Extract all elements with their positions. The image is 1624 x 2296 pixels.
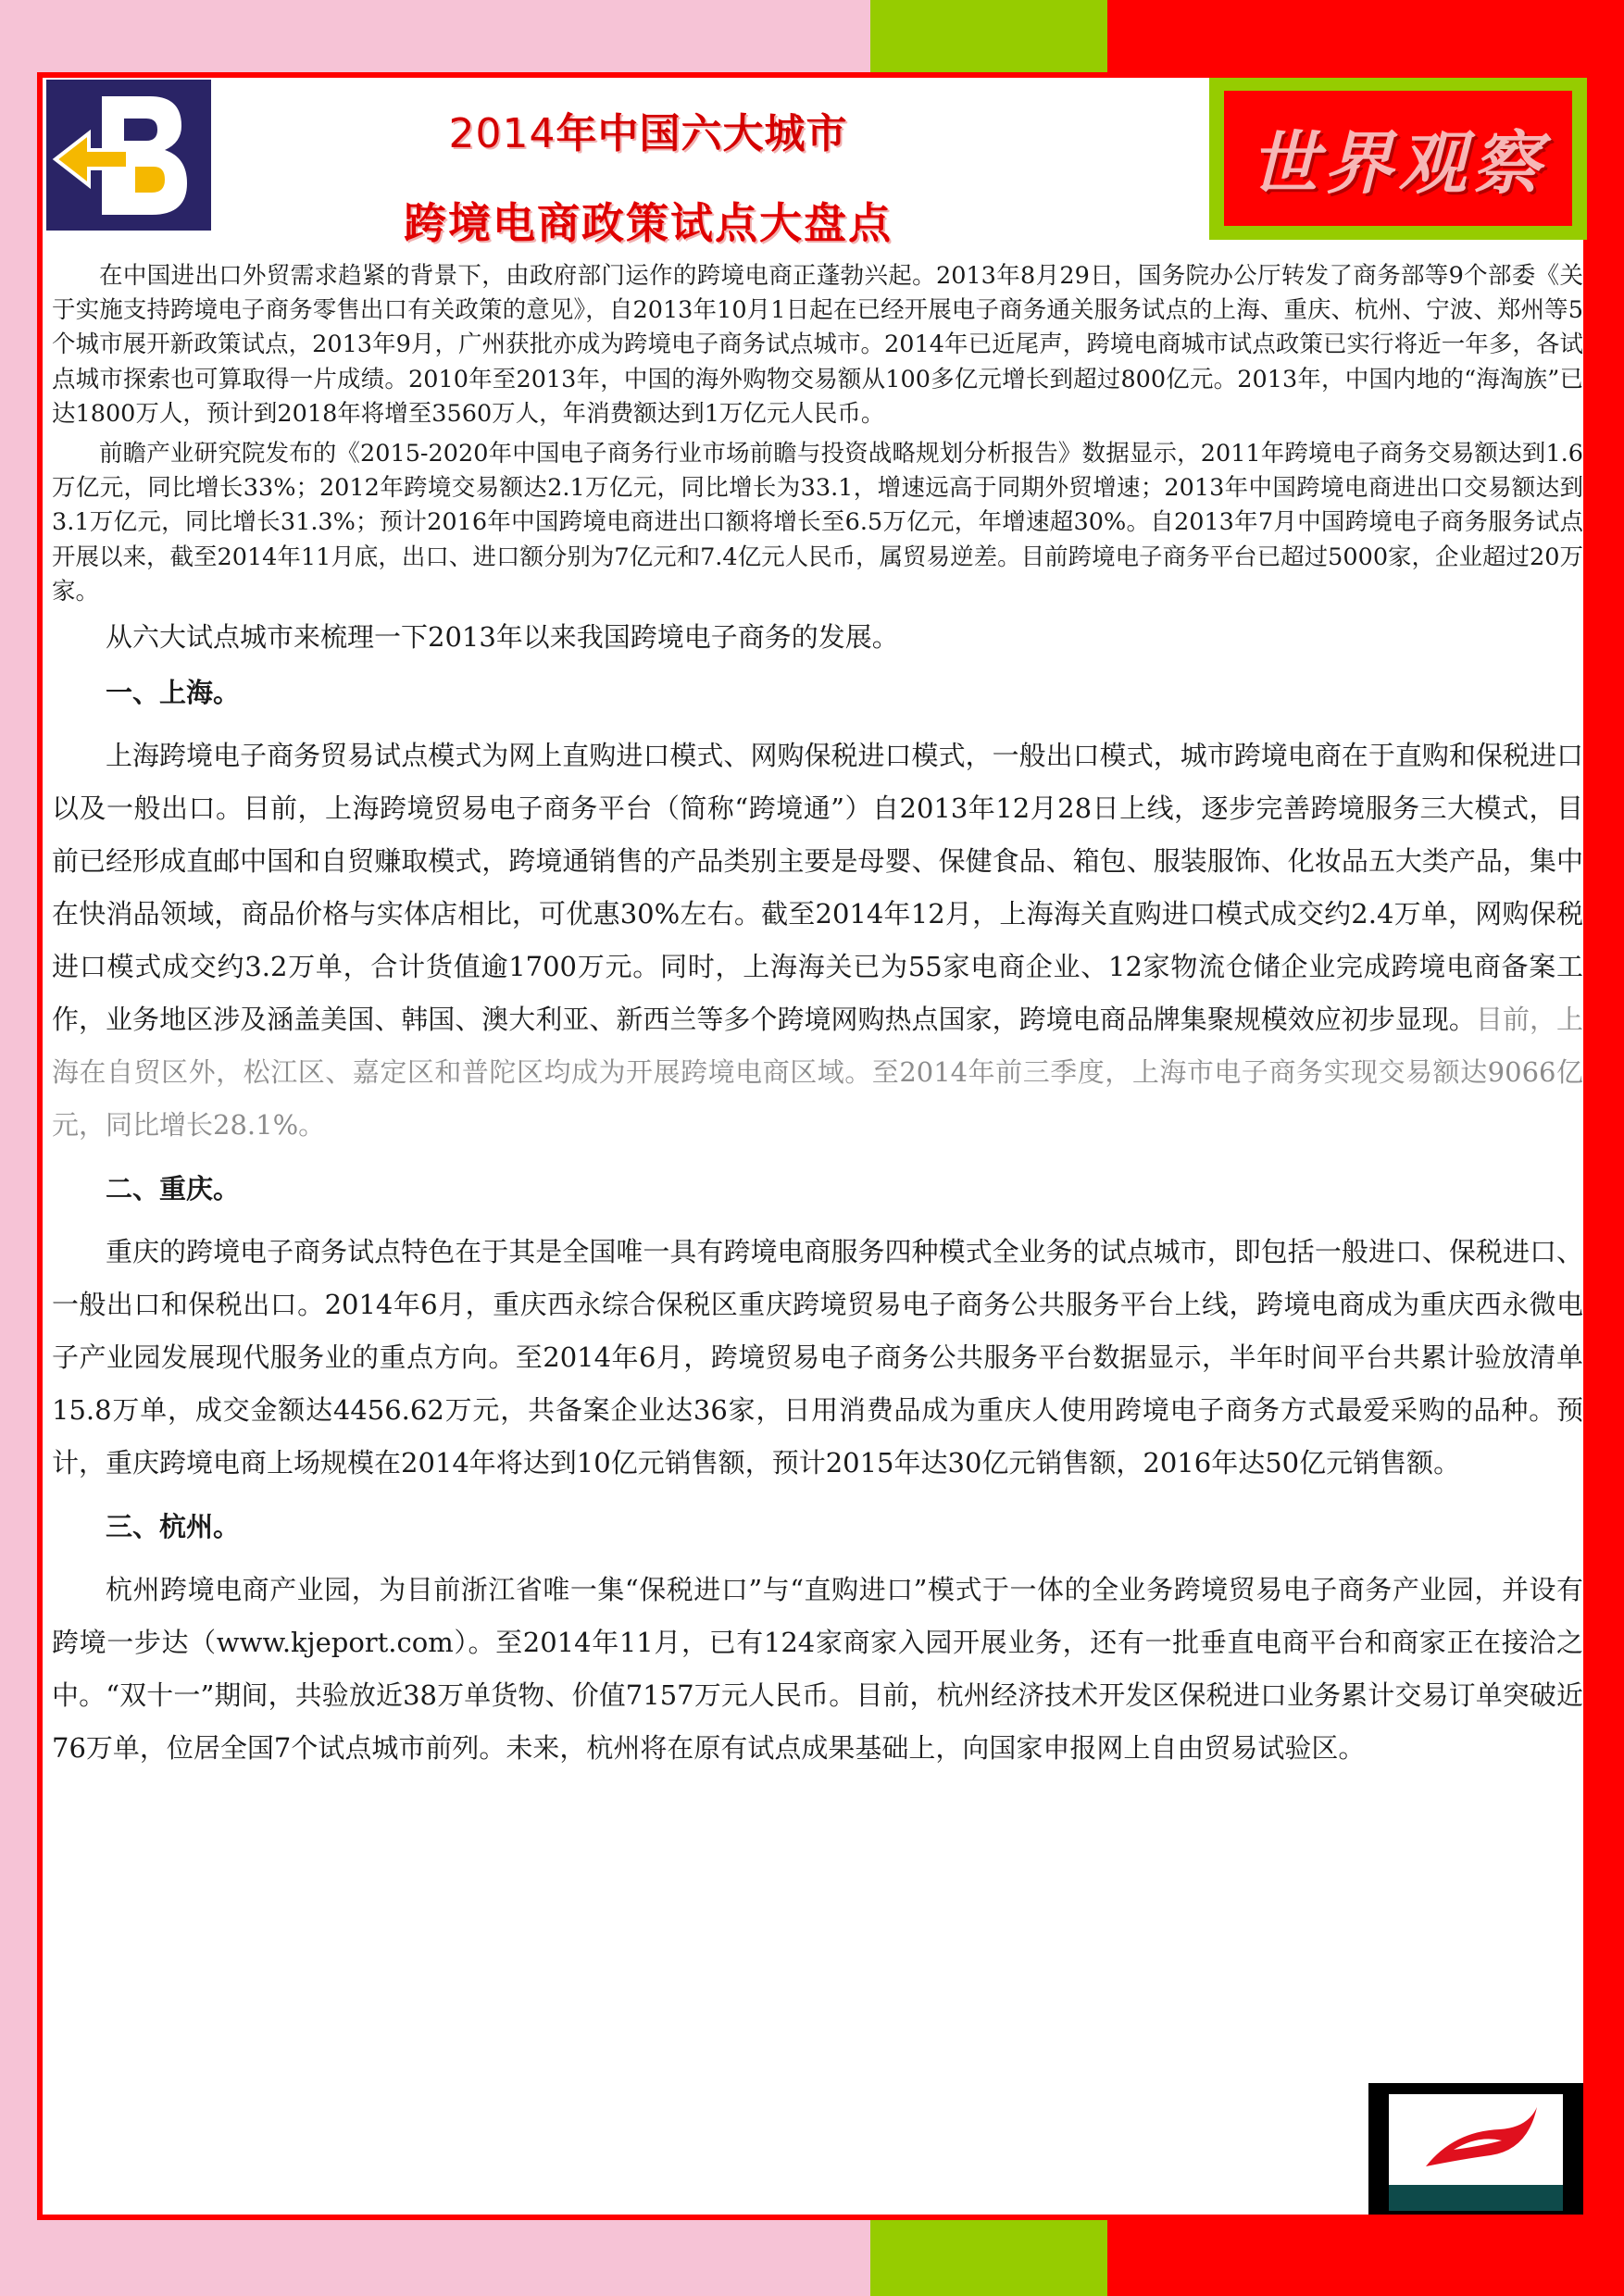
red-flame-swoosh-icon [1389,2094,1563,2185]
title-year: 2014 [448,110,556,157]
right-red-band [1589,0,1624,2296]
page-subtitle: 跨境电商政策试点大盘点 [404,198,893,248]
left-pink-band [0,0,37,2296]
article-body [52,259,1583,1775]
paragraph-intro-2: 前瞻产业研究院发布的《2015-2020年中国电子商务行业市场前瞻与投资战略规划分析报告》数据显示，2011年跨境电子商务交易额达到1.6万亿元，同比增长33%；2012年跨境交易额达2.1万亿元，同比增长为33.1，增速远高于同期外贸增速；2013年中国跨境电商进出口交易额达到3.1万亿元，同比增长31.3%；预计2016年中国跨境电商进出口额将增长至6.5万亿元，年增速超30%。自2013年7月中国跨境电子商务服务试点开展以来，截至2014年11月底，出口、进口额分别为7亿元和7.4亿元人民币，属贸易逆差。目前跨境电子商务平台已超过5000家，企业超过20万家。 [52,440,1583,605]
bottom-red-band [1107,2220,1624,2296]
shanghai-faded-text: 目前，上海在自贸区外，松江区、嘉定区和普陀区均成为开展跨境电商区域。至2014年前三季度，上海市电子商务实现交易额达9066亿元，同比增长28.1%。 [52,1004,1583,1142]
corner-white-panel [1389,2094,1563,2185]
shanghai-text: 上海跨境电子商务贸易试点模式为网上直购进口模式、网购保税进口模式，一般出口模式，城市跨境电商在于直购和保税进口以及一般出口。目前，上海跨境贸易电子商务平台（简称“跨境通”）自2013年12月28日上线，逐步完善跨境服务三大模式，目前已经形成直邮中国和自贸赚取模式，跨境通销售的产品类别主要是母婴、保健食品、箱包、服装服饰、化妆品五大类产品，集中在快消品领域，商品价格与实体店相比，可优惠30%左右。截至2014年12月，上海海关直购进口模式成交约2.4万单，网购保税进口模式成交约3.2万单，合计货值逾1700万元。同时，上海海关已为55家电商企业、12家物流仓储企业完成跨境电商备案工作，业务地区涉及涵盖美国、韩国、澳大利亚、新西兰等多个跨境网购热点国家，跨境电商品牌集聚规模效应初步显现。 [52,740,1583,1036]
page-title [352,100,944,159]
paragraph-intro-1: 在中国进出口外贸需求趋紧的背景下，由政府部门运作的跨境电商正蓬勃兴起。2013年8月29日，国务院办公厅转发了商务部等9个部委《关于实施支持跨境电子商务零售出口有关政策的意见》，自2013年10月1日起在已经开展电子商务通关服务试点的上海、重庆、杭州、宁波、郑州等5个城市展开新政策试点，2013年9月，广州获批亦成为跨境电子商务试点城市。2014年已近尾声，跨境电商城市试点政策已实行将近一年多，各试点城市探索也可算取得一片成绩。2010年至2013年，中国的海外购物交易额从100多亿元增长到超过800亿元。2013年，中国内地的“海淘族”已达1800万人，预计到2018年将增至3560万人，年消费额达到1万亿元人民币。 [52,262,1583,428]
top-green-band [870,0,1107,72]
section-text-chongqing: 重庆的跨境电子商务试点特色在于其是全国唯一具有跨境电商服务四种模式全业务的试点城市，即包括一般进口、保税进口、一般出口和保税出口。2014年6月，重庆西永综合保税区重庆跨境贸易电子商务公共服务平台上线，跨境电商成为重庆西永微电子产业园发展现代服务业的重点方向。至2014年6月，跨境贸易电子商务公共服务平台数据显示，半年时间平台共累计验放清单15.8万单，成交金额达4456.62万元，共备案企业达36家，日用消费品成为重庆人使用跨境电子商务方式最爱采购的品种。预计，重庆跨境电商上场规模在2014年将达到10亿元销售额，预计2015年达30亿元销售额，2016年达50亿元销售额。 [52,1236,1583,1479]
corner-teal-bar [1389,2185,1563,2211]
section-text-shanghai [52,730,1583,1152]
stamp-text: 世界观察 [1250,124,1546,204]
section-heading-hangzhou: 三、杭州。 [106,1511,241,1543]
b-arrow-logo-icon [46,80,211,231]
bottom-pink-band [0,2220,870,2296]
top-pink-band [0,0,870,72]
title-rest: 年中国六大城市 [556,110,848,157]
section-text-hangzhou: 杭州跨境电商产业园，为目前浙江省唯一集“保税进口”与“直购进口”模式于一体的全业务跨境贸易电子商务产业园，并设有跨境一步达（www.kjeport.com）。至2014年11月，已有124家商家入园开展业务，还有一批垂直电商平台和商家正在接洽之中。“双十一”期间，共验放近38万单货物、价值7157万元人民币。目前，杭州经济技术开发区保税进口业务累计交易订单突破近76万单，位居全国7个试点城市前列。未来，杭州将在原有试点成果基础上，向国家申报网上自由贸易试验区。 [52,1574,1583,1765]
section-heading-shanghai: 一、上海。 [106,677,241,709]
top-red-band [1107,0,1624,72]
bottom-green-band [870,2220,1107,2296]
section-heading-chongqing: 二、重庆。 [106,1173,241,1205]
paragraph-lead: 从六大试点城市来梳理一下2013年以来我国跨境电子商务的发展。 [106,621,899,654]
